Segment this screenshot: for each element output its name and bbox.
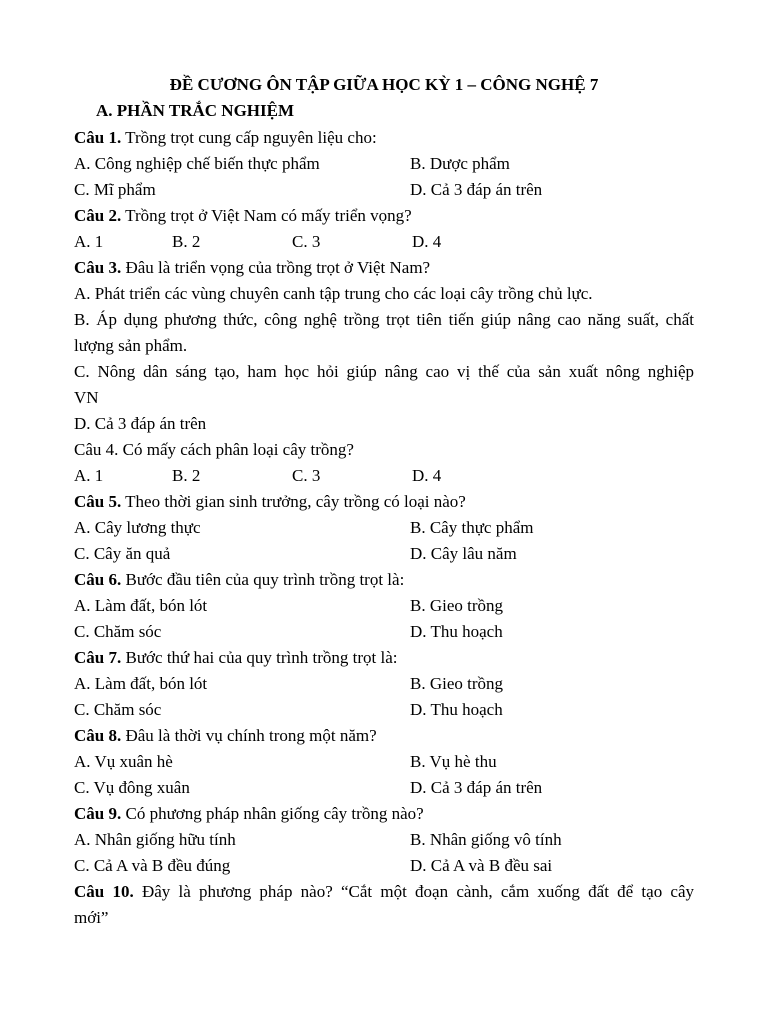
answer-option: D. Thu hoạch [410, 700, 503, 719]
question-label: Câu 6. [74, 570, 122, 589]
answer-option: C. Chăm sóc [74, 700, 162, 719]
question-label: Câu 3. [74, 258, 122, 277]
document-title: ĐỀ CƯƠNG ÔN TẬP GIỮA HỌC KỲ 1 – CÔNG NGHỆ 7 [169, 75, 599, 94]
question-4 [74, 437, 694, 463]
question-label: Câu 7. [74, 648, 122, 667]
option-row [74, 177, 694, 203]
answer-option: D. Cả 3 đáp án trên [410, 778, 543, 797]
answer-option: A. 1 [74, 466, 104, 485]
answer-line: D. Cả 3 đáp án trên [74, 414, 207, 433]
answer-option: A. Nhân giống hữu tính [74, 830, 236, 849]
question-label: Câu 1. [74, 128, 122, 147]
answer-option: A. Làm đất, bón lót [74, 596, 208, 615]
question-label: Câu 9. [74, 804, 122, 823]
option-row [74, 515, 694, 541]
answer-option: C. Vụ đông xuân [74, 778, 190, 797]
answer-line: mới” [74, 908, 109, 927]
answer-line: VN [74, 388, 99, 407]
question-3 [74, 255, 694, 281]
answer-option: B. 2 [172, 232, 201, 251]
question-text: Bước thứ hai của quy trình trồng trọt là: [121, 648, 398, 667]
answer-option: D. Cả A và B đều sai [410, 856, 553, 875]
answer-option: D. 4 [412, 232, 442, 251]
question-text: Đâu là thời vụ chính trong một năm? [121, 726, 377, 745]
answer-option: B. Vụ hè thu [410, 752, 497, 771]
question-text: Trồng trọt cung cấp nguyên liệu cho: [121, 128, 377, 147]
question-2 [74, 203, 694, 229]
question-label: Câu 10. [74, 882, 134, 901]
answer-option: C. Cây ăn quả [74, 544, 171, 563]
answer-option: B. Nhân giống vô tính [410, 830, 562, 849]
option-row [74, 463, 694, 489]
answer-option: C. 3 [292, 466, 321, 485]
answer-option: B. Cây thực phẩm [410, 518, 534, 537]
question-10 [74, 879, 694, 905]
question-label: Câu 2. [74, 206, 122, 225]
answer-option: B. Gieo trồng [410, 674, 504, 693]
answer-option: A. Làm đất, bón lót [74, 674, 208, 693]
option-row [74, 853, 694, 879]
question-text: Theo thời gian sinh trưởng, cây trồng có loại nào? [121, 492, 466, 511]
question-6 [74, 567, 694, 593]
question-9 [74, 801, 694, 827]
answer-line: C. Nông dân sáng tạo, ham học hỏi giúp nâng cao vị thế của sản xuất nông nghiệp [74, 362, 694, 381]
answer-line: B. Áp dụng phương thức, công nghệ trồng trọt tiên tiến giúp nâng cao năng suất, chất [74, 310, 694, 329]
answer-line: A. Phát triển các vùng chuyên canh tập trung cho các loại cây trồng chủ lực. [74, 284, 593, 303]
option-row [74, 619, 694, 645]
answer-option: D. Thu hoạch [410, 622, 503, 641]
answer-option: A. Công nghiệp chế biến thực phẩm [74, 154, 320, 173]
question-7 [74, 645, 694, 671]
question-text: Có mấy cách phân loại cây trồng? [118, 440, 354, 459]
answer-option: D. 4 [412, 466, 442, 485]
answer-option: B. Dược phẩm [410, 154, 510, 173]
answer-option: A. Vụ xuân hè [74, 752, 173, 771]
question-1 [74, 125, 694, 151]
question-text: Trồng trọt ở Việt Nam có mấy triển vọng? [121, 206, 412, 225]
option-row [74, 541, 694, 567]
option-row [74, 229, 694, 255]
answer-line: lượng sản phẩm. [74, 336, 188, 355]
question-text: Đây là phương pháp nào? “Cắt một đoạn cành, cắm xuống đất để tạo cây [133, 882, 695, 901]
answer-option: A. 1 [74, 232, 104, 251]
option-row [74, 697, 694, 723]
question-8 [74, 723, 694, 749]
section-heading: A. PHẦN TRẮC NGHIỆM [96, 101, 295, 120]
answer-option: B. Gieo trồng [410, 596, 504, 615]
answer-option: D. Cả 3 đáp án trên [410, 180, 543, 199]
question-text: Đâu là triển vọng của trồng trọt ở Việt Nam? [121, 258, 431, 277]
question-label: Câu 8. [74, 726, 122, 745]
answer-option: B. 2 [172, 466, 201, 485]
question-label: Câu 4. [74, 440, 119, 459]
question-label: Câu 5. [74, 492, 122, 511]
option-row [74, 671, 694, 697]
question-text: Bước đầu tiên của quy trình trồng trọt là: [121, 570, 405, 589]
answer-option: D. Cây lâu năm [410, 544, 517, 563]
option-row [74, 151, 694, 177]
question-text: Có phương pháp nhân giống cây trồng nào? [121, 804, 424, 823]
option-row [74, 593, 694, 619]
answer-option: C. Chăm sóc [74, 622, 162, 641]
answer-option: C. Cả A và B đều đúng [74, 856, 231, 875]
option-row [74, 749, 694, 775]
question-5 [74, 489, 694, 515]
option-row [74, 827, 694, 853]
answer-option: A. Cây lương thực [74, 518, 201, 537]
question-list [74, 125, 694, 931]
option-row [74, 775, 694, 801]
answer-option: C. 3 [292, 232, 321, 251]
answer-option: C. Mĩ phẩm [74, 180, 156, 199]
